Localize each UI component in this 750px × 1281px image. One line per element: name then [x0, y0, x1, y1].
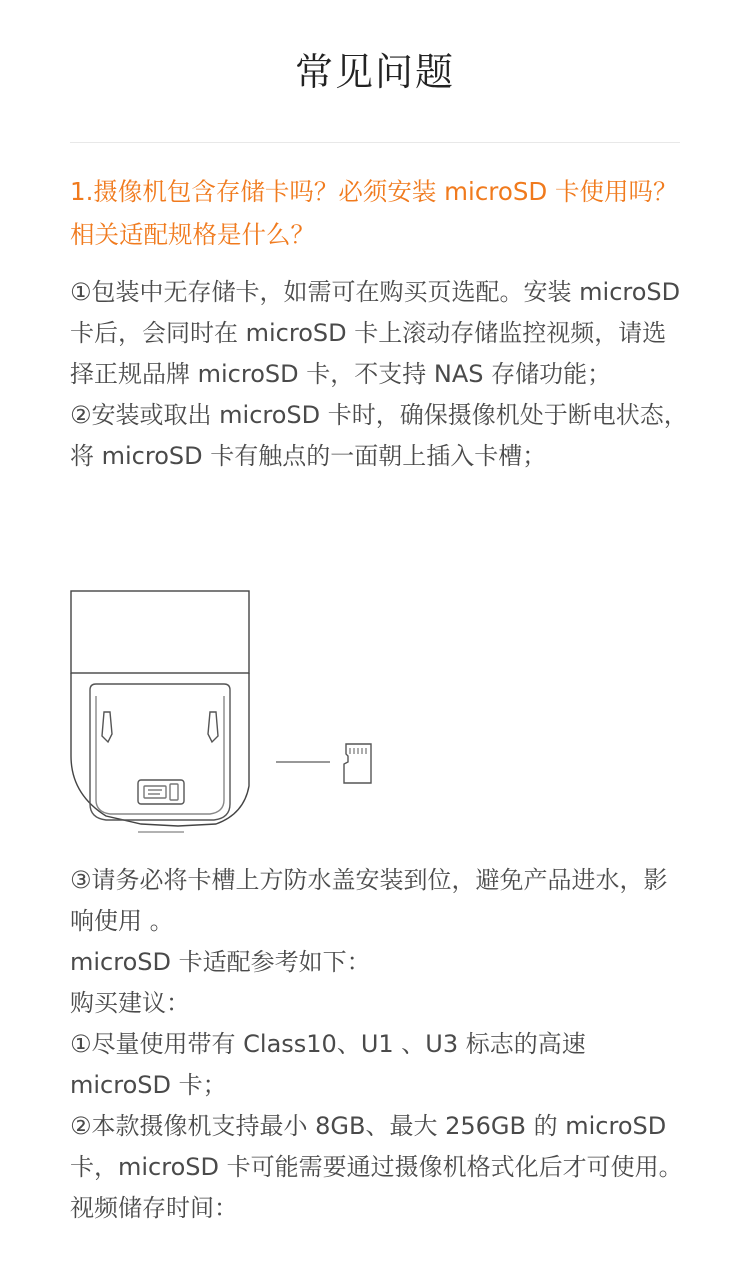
advice-item-2: ②本款摄像机支持最小 8GB、最大 256GB 的 microSD 卡，microSD 卡可能需要通过摄像机格式化后才可使用。	[70, 1112, 683, 1181]
card-slot-inner	[144, 786, 166, 798]
right-clip	[208, 712, 218, 742]
left-clip	[102, 712, 112, 742]
faq-answer-part1	[70, 272, 690, 477]
camera-body-outline	[71, 673, 249, 826]
purchase-advice-heading: 购买建议：	[70, 989, 190, 1017]
faq-answer-part2	[70, 860, 690, 1229]
answer-paragraph-2: ②安装或取出 microSD 卡时，确保摄像机处于断电状态，将 microSD 卡有触点的一面朝上插入卡槽；	[70, 401, 688, 470]
storage-time-heading: 视频储存时间：	[70, 1194, 238, 1222]
sd-compat-heading: microSD 卡适配参考如下：	[70, 948, 371, 976]
camera-sd-card-illustration	[66, 586, 396, 836]
advice-item-1: ①尽量使用带有 Class10、U1 、U3 标志的高速 microSD 卡；	[70, 1030, 586, 1099]
answer-paragraph-1: ①包装中无存储卡，如需可在购买页选配。安装 microSD 卡后，会同时在 microSD 卡上滚动存储监控视频，请选择正规品牌 microSD 卡，不支持 NAS 存储功能；	[70, 278, 681, 388]
faq-question: 1.摄像机包含存储卡吗？必须安装 microSD 卡使用吗？相关适配规格是什么？	[70, 177, 678, 249]
page-title: 常见问题	[294, 50, 455, 94]
camera-recess	[90, 684, 230, 820]
camera-top-block	[71, 591, 249, 673]
title-divider	[70, 142, 680, 143]
camera-recess-inner	[96, 696, 224, 814]
answer-paragraph-3: ③请务必将卡槽上方防水盖安装到位，避免产品进水，影响使用 。	[70, 866, 668, 935]
